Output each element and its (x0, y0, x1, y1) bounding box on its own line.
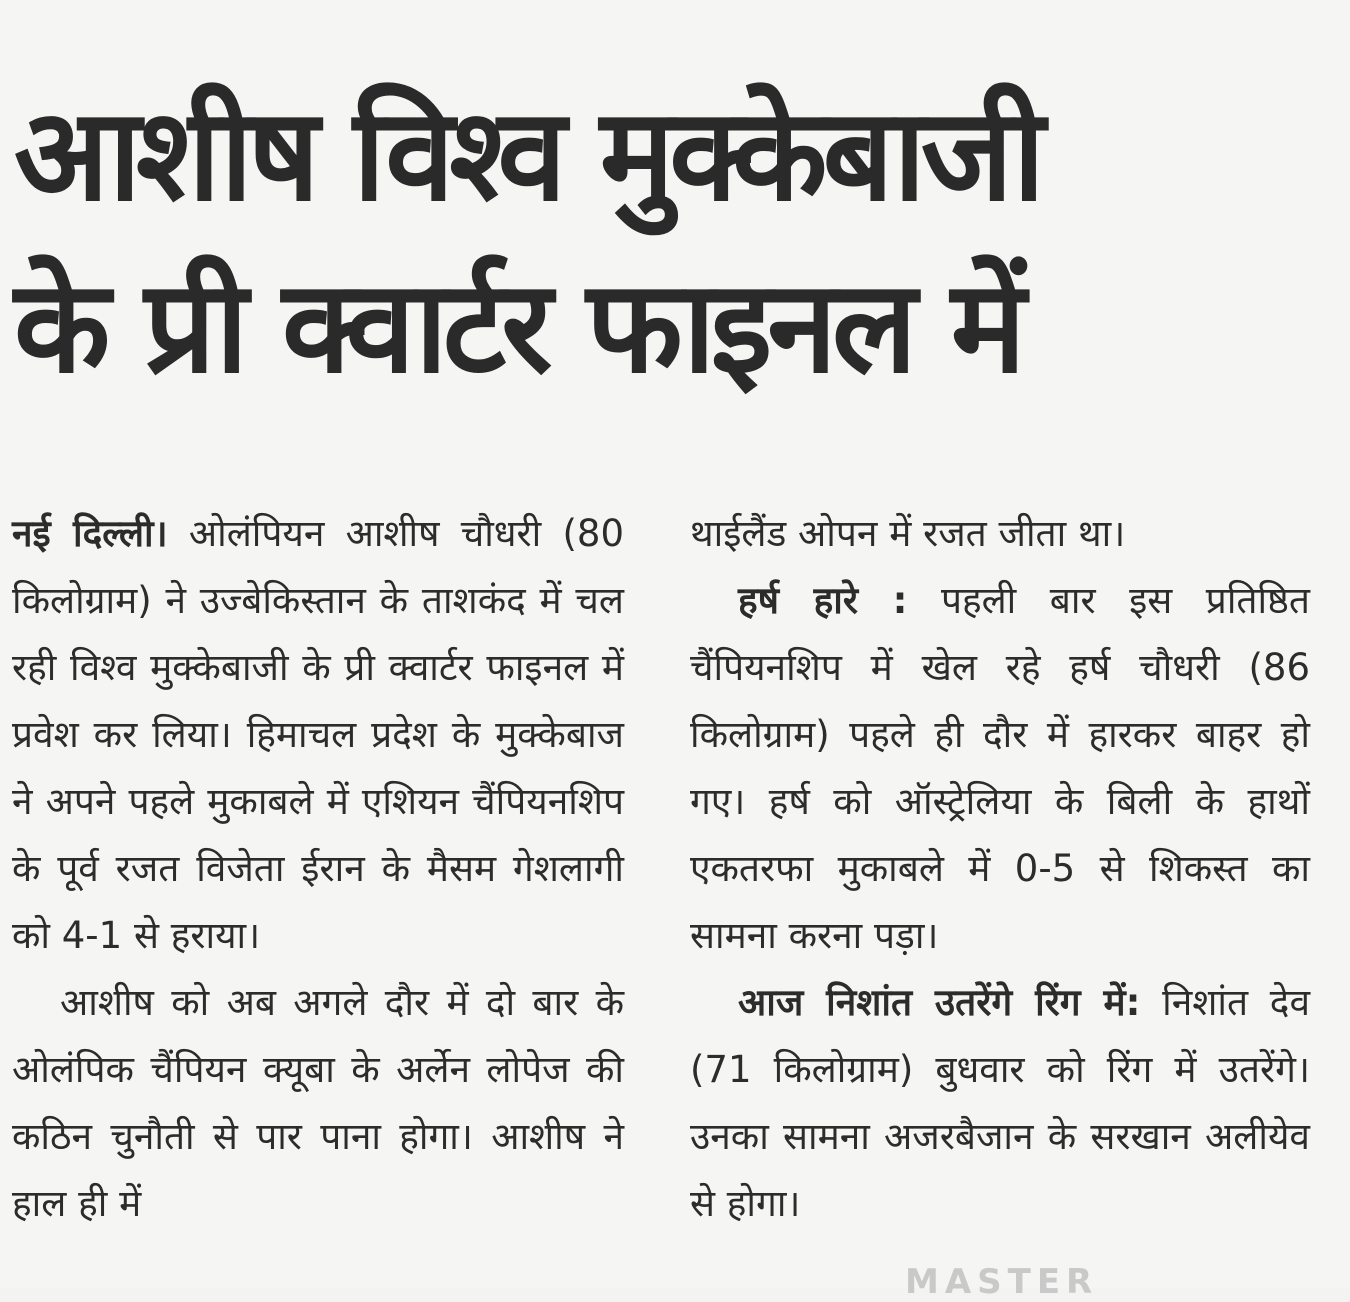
nishant-body: निशांत देव (71 किलोग्राम) बुधवार को रिंग में उतरेंगे। उनका सामना अजरबैजान के सरखान अलीयेव से होगा। (690, 981, 1311, 1225)
article-column-right (690, 500, 1310, 1237)
watermark-logo: MASTER (905, 1262, 1099, 1302)
headline-line-1: आशीष विश्व मुक्केबाजी (14, 81, 1041, 230)
paragraph-continuation (690, 500, 1310, 567)
continuation-body: थाईलैंड ओपन में रजत जीता था। (690, 512, 1126, 555)
next-round-body: आशीष को अब अगले दौर में दो बार के ओलंपिक चैंपियन क्यूबा के अर्लेन लोपेज की कठिन चुनौती से पार पाना होगा। आशीष ने हाल ही में (12, 981, 624, 1225)
lead-body: ओलंपियन आशीष चौधरी (80 किलोग्राम) ने उज्बेकिस्तान के ताशकंद में चल रही विश्व मुक्केबाजी के प्री क्वार्टर फाइनल में प्रवेश कर लिया। हिमाचल प्रदेश के मुक्केबाज ने अपने पहले मुकाबले में एशियन चैंपियनशिप के पूर्व रजत विजेता ईरान के मैसम गेशलागी को 4-1 से हराया। (12, 512, 624, 957)
paragraph-lead (12, 500, 624, 969)
paragraph-next-round (12, 969, 624, 1237)
harsh-body: पहली बार इस प्रतिष्ठित चैंपियनशिप में खेल रहे हर्ष चौधरी (86 किलोग्राम) पहले ही दौर में हारकर बाहर हो गए। हर्ष को ऑस्ट्रेलिया के बिली के हाथों एकतरफा मुकाबले में 0-5 से शिकस्त का सामना करना पड़ा। (690, 579, 1310, 957)
headline-line-2: के प्री क्वार्टर फाइनल में (14, 253, 1021, 402)
paragraph-nishant (690, 969, 1310, 1237)
paragraph-harsh (690, 567, 1310, 969)
headline (14, 70, 1334, 414)
article-column-left (12, 500, 624, 1237)
subhead-nishant: आज निशांत उतरेंगे रिंग में: (738, 981, 1141, 1024)
subhead-harsh: हर्ष हारे : (738, 579, 908, 622)
dateline: नई दिल्ली। (12, 512, 168, 555)
